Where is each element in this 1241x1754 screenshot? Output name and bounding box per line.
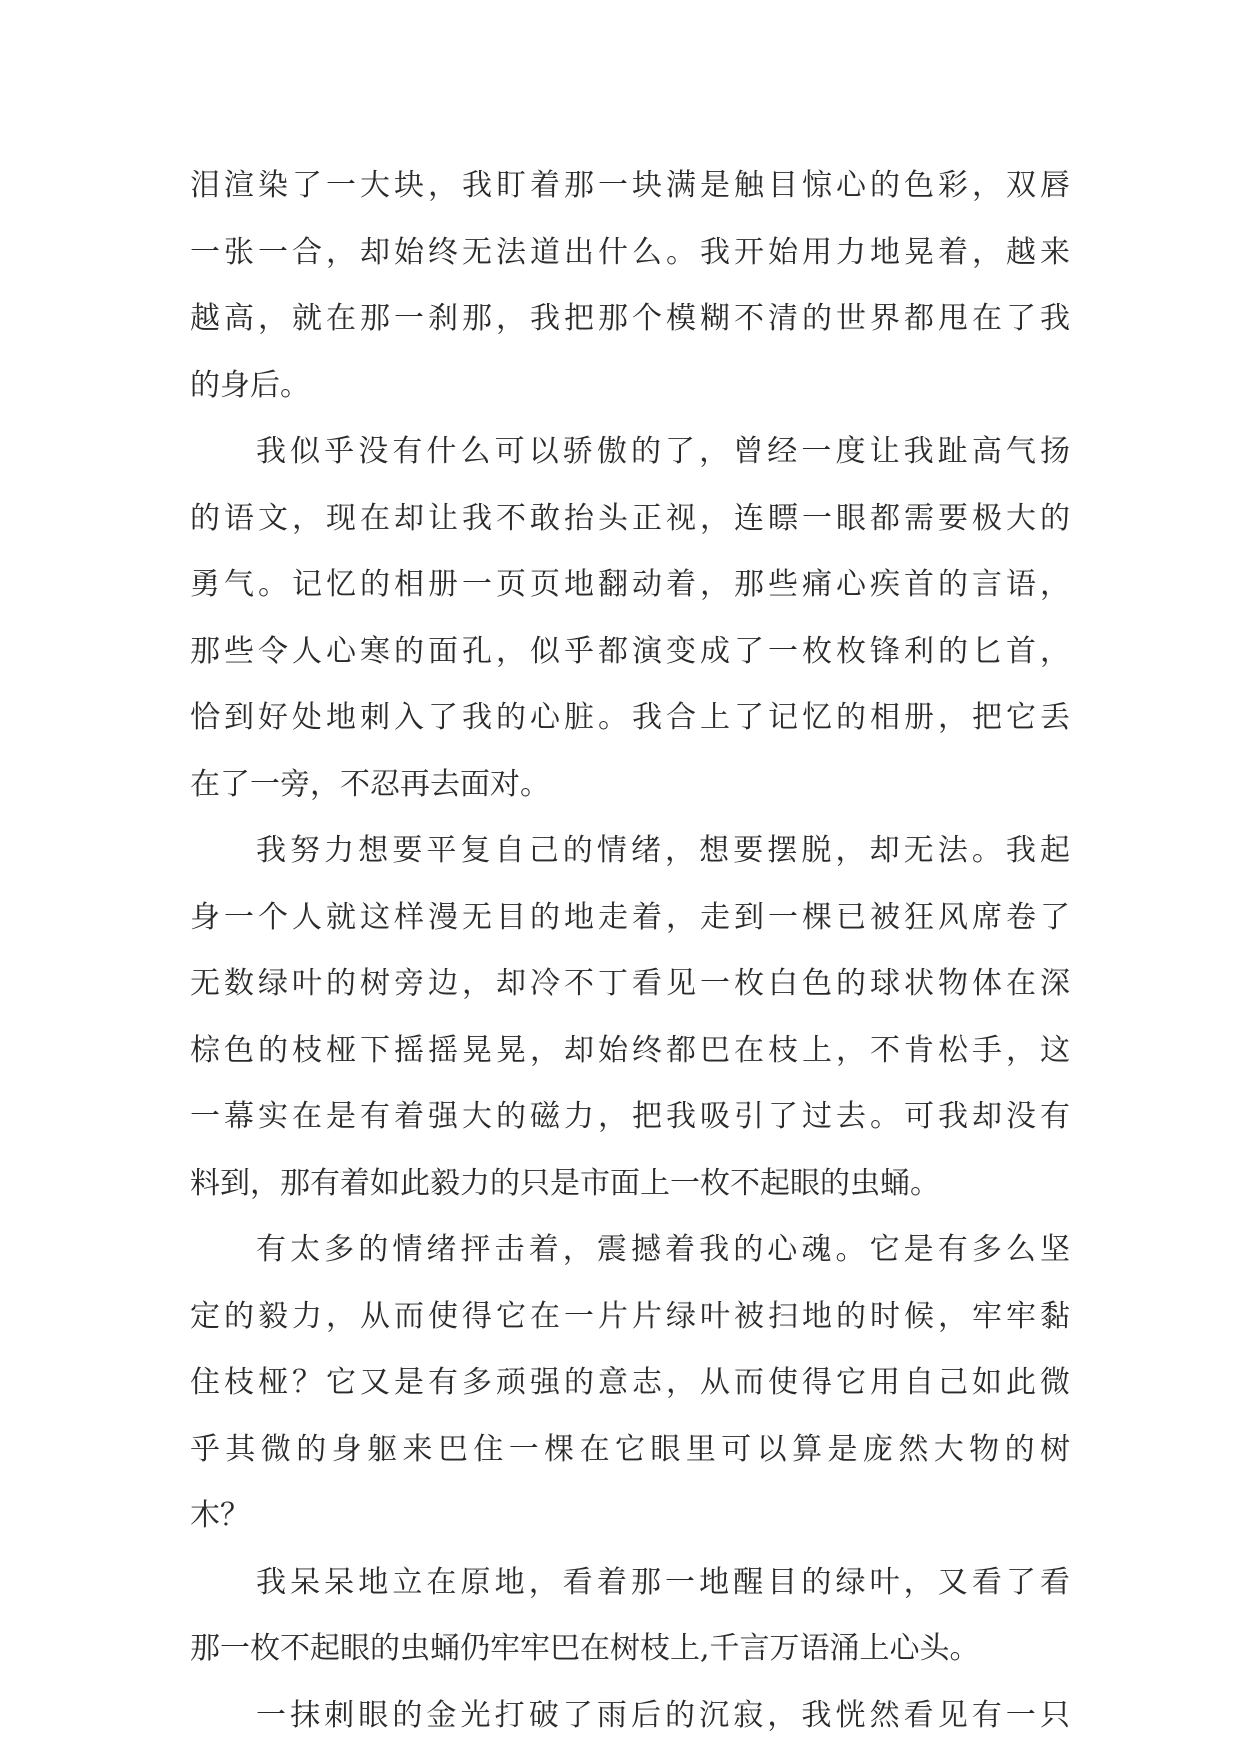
text-line: 无数绿叶的树旁边，却冷不丁看见一枚白色的球状物体在深	[190, 966, 1070, 1001]
text-line: 我努力想要平复自己的情绪，想要摆脱，却无法。我起	[256, 833, 1070, 868]
text-line: 棕色的枝桠下摇摇晃晃，却始终都巴在枝上，不肯松手，这	[190, 1032, 1070, 1068]
text-line: 料到，那有着如此毅力的只是市面上一枚不起眼的虫蛹。	[190, 1165, 940, 1201]
text-line: 一抹刺眼的金光打破了雨后的沉寂，我恍然看见有一只	[256, 1697, 1070, 1733]
text-line: 恰到好处地刺入了我的心脏。我合上了记忆的相册，把它丢	[190, 700, 1070, 735]
text-line: 我似乎没有什么可以骄傲的了，曾经一度让我趾高气扬	[256, 434, 1070, 469]
text-line: 越高，就在那一刹那，我把那个模糊不清的世界都甩在了我	[190, 301, 1070, 336]
text-line: 有太多的情绪抨击着，震撼着我的心魂。它是有多么坚	[256, 1232, 1070, 1267]
text-line: 身一个人就这样漫无目的地走着，走到一棵已被狂风席卷了	[190, 899, 1070, 935]
text-line: 在了一旁，不忍再去面对。	[190, 766, 550, 802]
text-line: 一幕实在是有着强大的磁力，把我吸引了过去。可我却没有	[190, 1099, 1070, 1134]
text-line: 的语文，现在却让我不敢抬头正视，连瞟一眼都需要极大的	[190, 500, 1070, 536]
text-line: 我呆呆地立在原地，看着那一地醒目的绿叶，又看了看	[256, 1564, 1070, 1600]
text-line: 勇气。记忆的相册一页页地翻动着，那些痛心疾首的言语，	[190, 567, 1070, 602]
text-line: 那些令人心寒的面孔，似乎都演变成了一枚枚锋利的匕首，	[190, 633, 1070, 669]
text-line: 的身后。	[190, 367, 310, 403]
text-line: 木？	[190, 1498, 250, 1533]
text-line: 住枝桠？它又是有多顽强的意志，从而使得它用自己如此微	[190, 1365, 1070, 1400]
text-line: 定的毅力，从而使得它在一片片绿叶被扫地的时候，牢牢黏	[190, 1298, 1070, 1334]
body-text	[190, 153, 1070, 1749]
text-line: 乎其微的身躯来巴住一棵在它眼里可以算是庞然大物的树	[190, 1431, 1070, 1467]
text-line: 一张一合，却始终无法道出什么。我开始用力地晃着，越来	[190, 234, 1070, 270]
text-line: 泪渲染了一大块，我盯着那一块满是触目惊心的色彩，双唇	[190, 168, 1070, 203]
text-line: 那一枚不起眼的虫蛹仍牢牢巴在树枝上,千言万语涌上心头。	[190, 1631, 980, 1666]
